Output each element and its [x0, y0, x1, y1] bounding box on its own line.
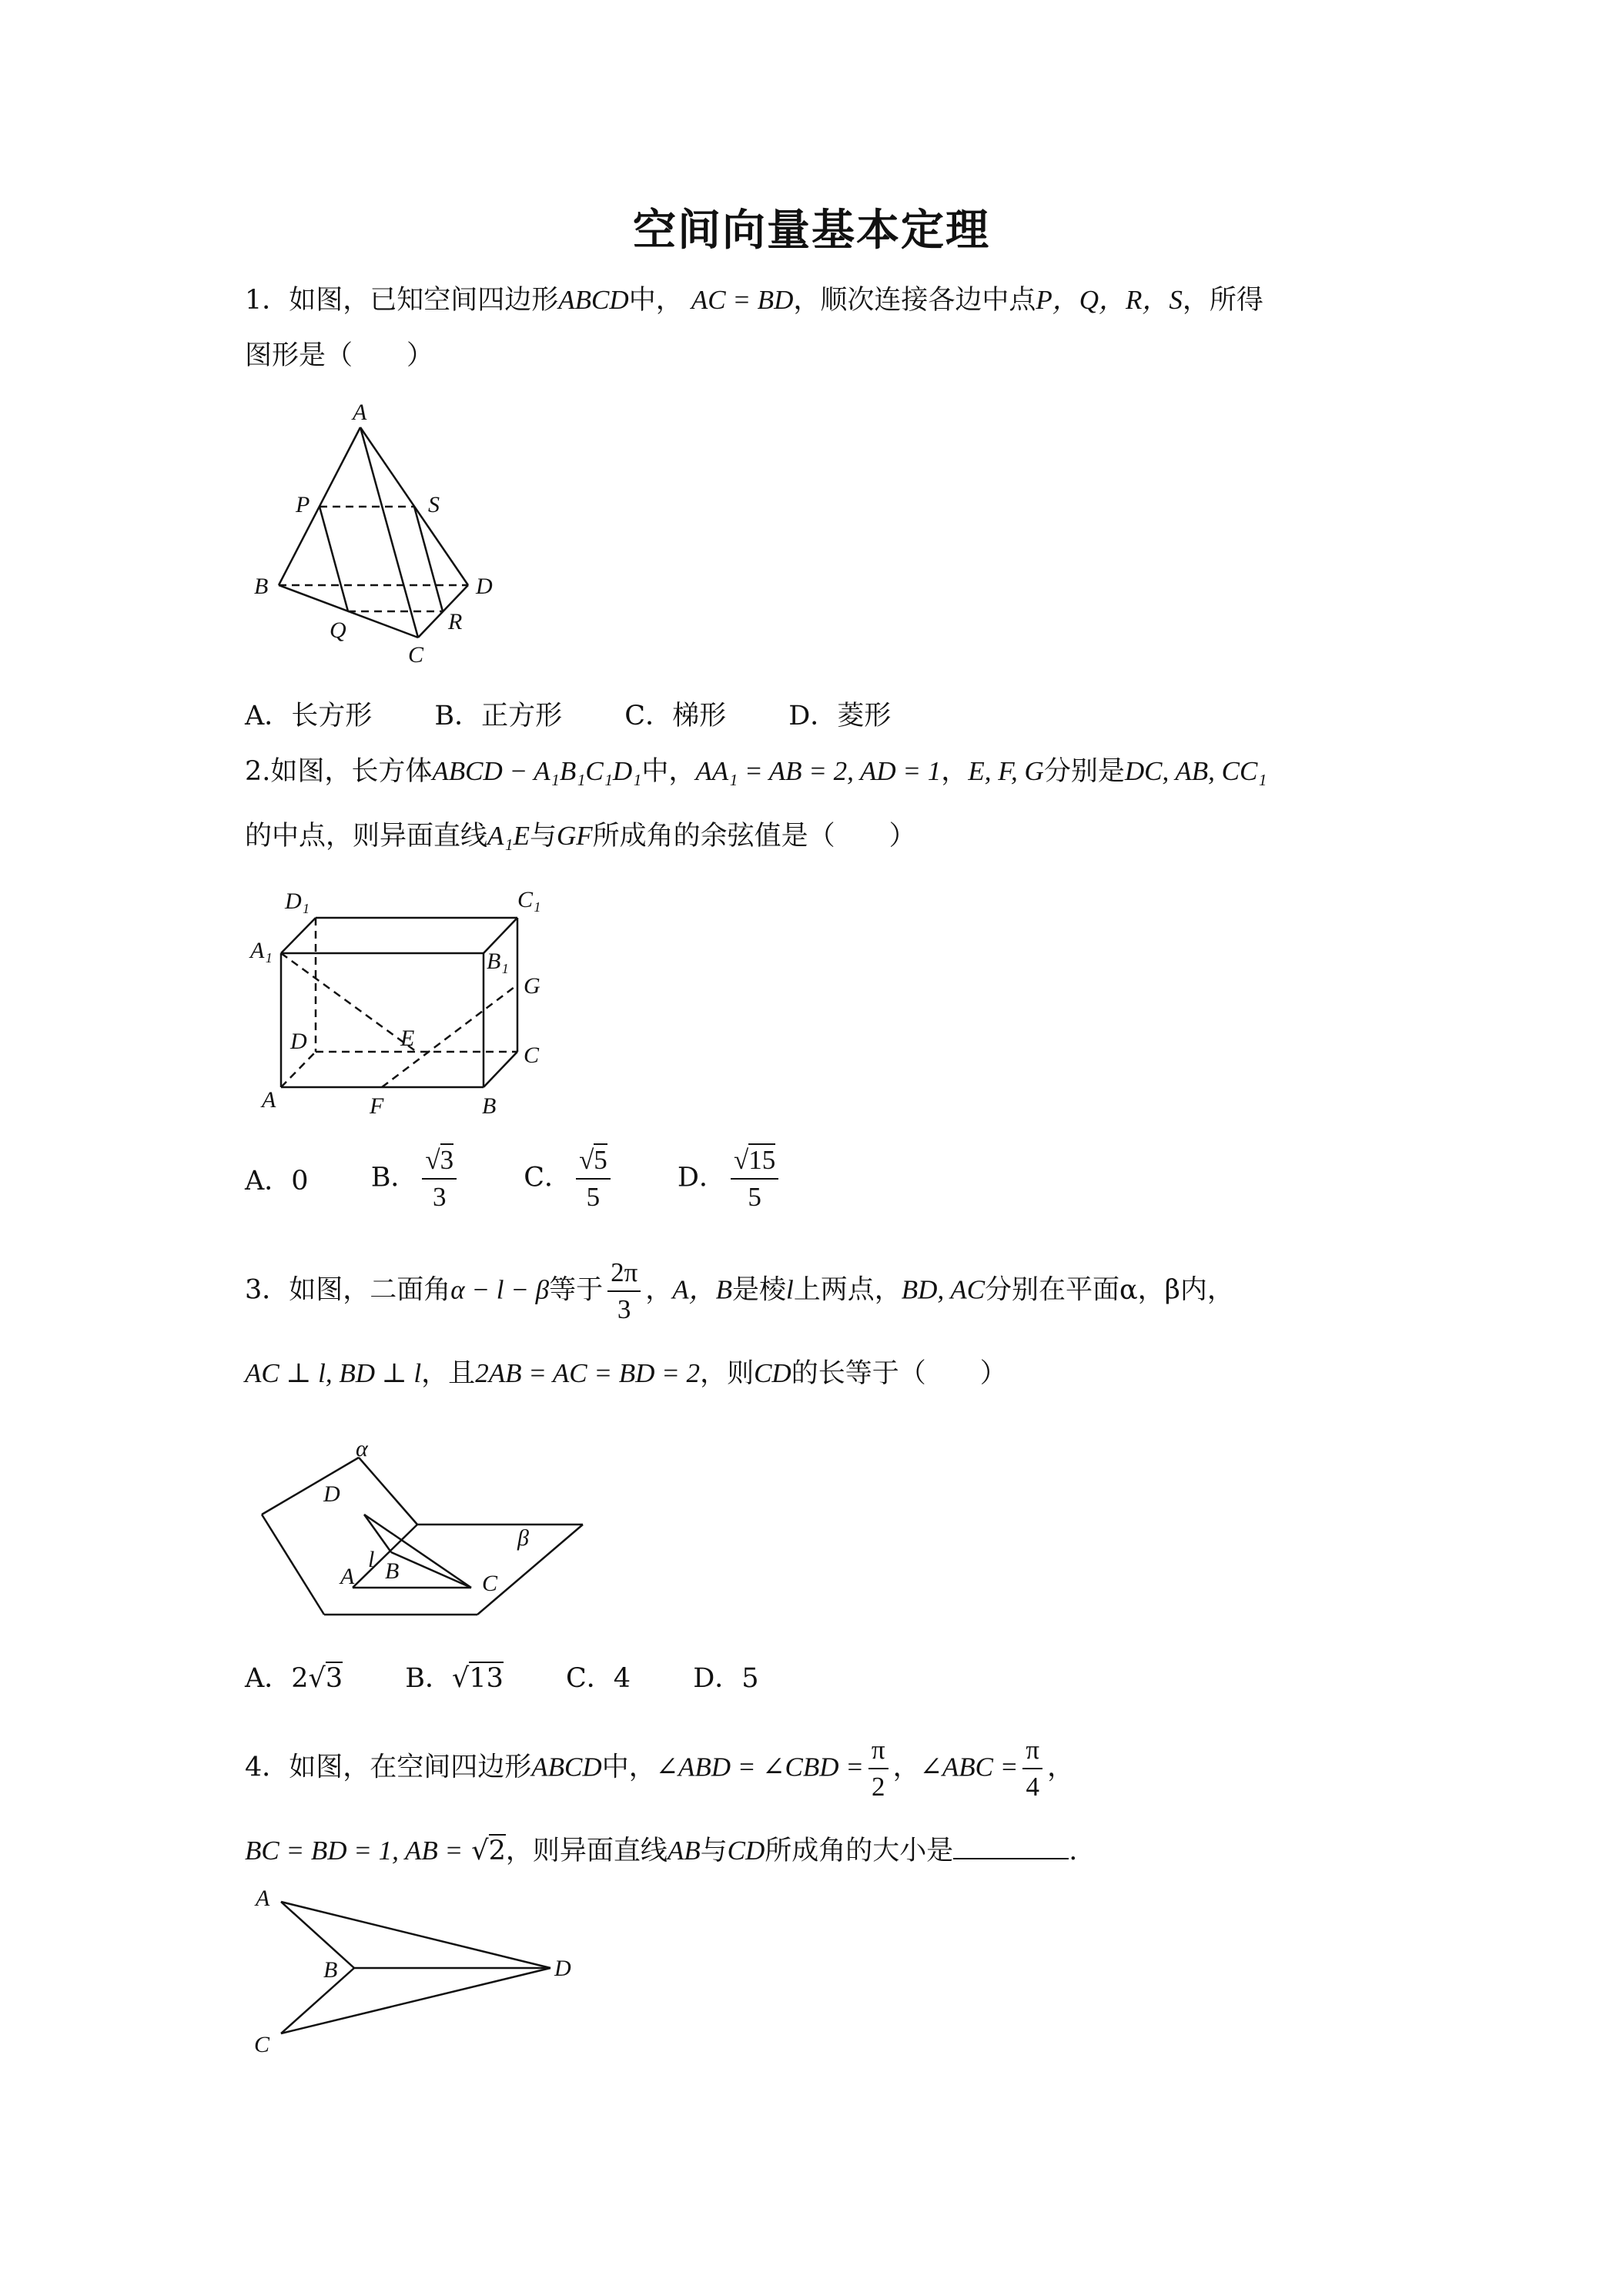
q2-label-f: F — [370, 1093, 384, 1119]
q3-line2: AC ⊥ l, BD ⊥ l，且2AB = AC = BD = 2，则CD的长等于（ ） — [245, 1358, 1007, 1389]
q4-label-d: D — [554, 1956, 571, 1981]
q1-label-q: Q — [330, 618, 346, 643]
q3-option-c[interactable]: C．4 — [566, 1663, 631, 1694]
q2-cuboid-figure — [246, 878, 570, 1132]
q3-option-b[interactable]: B．√13 — [405, 1663, 504, 1694]
q1-option-a[interactable]: A．长方形 — [245, 701, 373, 731]
q2-label-a: A — [262, 1087, 276, 1113]
q2-option-b[interactable]: B． $\frac{√3}{3}$ — [371, 1143, 461, 1215]
q2-label-g: G — [524, 973, 540, 999]
q2-options — [245, 1143, 783, 1215]
q1-option-d[interactable]: D．菱形 — [788, 701, 892, 731]
q1-option-c[interactable]: C．梯形 — [624, 701, 727, 731]
q2-label-d1: D₁ — [285, 889, 310, 914]
q3-label-c: C — [482, 1571, 498, 1596]
q2-option-a[interactable]: A．0 — [245, 1166, 309, 1197]
q2-option-d[interactable]: D． $\frac{√15}{5}$ — [678, 1143, 783, 1215]
q1-label-b: B — [254, 574, 269, 599]
q3-options — [245, 1657, 813, 1695]
q2-label-a1: A₁ — [250, 938, 273, 963]
q4-label-a: A — [256, 1886, 270, 1911]
q2-line2: 的中点，则异面直线A₁E与GF所成角的余弦值是（ ） — [245, 821, 916, 852]
q2-label-e: E — [400, 1026, 415, 1051]
q1-line1: 1．如图，已知空间四边形ABCD中， AC = BD，顺次连接各边中点P，Q，R，S，所得 — [245, 285, 1263, 316]
q2-label-c: C — [524, 1043, 540, 1068]
q4-line2: BC = BD = 1, AB = √2，则异面直线AB与CD所成角的大小是 . — [245, 1836, 1078, 1866]
q4-answer-blank[interactable] — [953, 1835, 1069, 1859]
q1-label-a: A — [353, 400, 367, 425]
q1-option-b[interactable]: B．正方形 — [434, 701, 563, 731]
q4-line1: 4．如图，在空间四边形ABCD中，∠ABD = ∠CBD = $\frac{\pi}{2}$ ，∠ABC = $\frac{\pi}{4}$ ， — [245, 1732, 1074, 1805]
q1-label-r: R — [448, 609, 463, 634]
page-title: 空间向量基本定理 — [633, 206, 990, 256]
q3-label-d: D — [323, 1481, 340, 1507]
q1-label-c: C — [408, 642, 424, 668]
q1-line2: 图形是（ ） — [245, 340, 434, 371]
q1-options — [245, 694, 945, 733]
q3-label-alpha: α — [356, 1436, 368, 1461]
q2-label-c1: C₁ — [517, 887, 541, 912]
q3-label-a: A — [340, 1564, 355, 1589]
q1-label-p: P — [296, 492, 310, 517]
q2-line1: 2.如图，长方体ABCD − A₁B₁C₁D₁中，AA₁ = AB = 2, AD = 1，E, F, G分别是DC, AB, CC₁ — [245, 756, 1267, 787]
q2-label-b1: B₁ — [487, 949, 509, 974]
q4-quadrilateral-figure — [246, 1875, 601, 2060]
q1-label-s: S — [428, 492, 440, 517]
q3-label-b: B — [385, 1558, 400, 1584]
q4-label-c: C — [254, 2032, 270, 2057]
q3-option-a[interactable]: A．2√3 — [245, 1663, 343, 1694]
q2-label-b: B — [482, 1093, 497, 1119]
q1-tetrahedron-figure — [246, 397, 508, 674]
q3-label-l: l — [368, 1547, 375, 1572]
q1-label-d: D — [476, 574, 493, 599]
q2-label-d: D — [290, 1029, 307, 1054]
q2-option-c[interactable]: C． $\frac{√5}{5}$ — [524, 1143, 615, 1215]
q3-label-beta: β — [517, 1525, 529, 1551]
q3-option-d[interactable]: D．5 — [693, 1663, 759, 1694]
q4-label-b: B — [323, 1957, 338, 1983]
q3-dihedral-figure — [246, 1421, 601, 1621]
q3-line1: 3．如图，二面角α − l − β等于 $\frac{2\pi}{3}$ ，A，B是棱l上两点，BD, AC分别在平面α，β内， — [245, 1255, 1234, 1327]
